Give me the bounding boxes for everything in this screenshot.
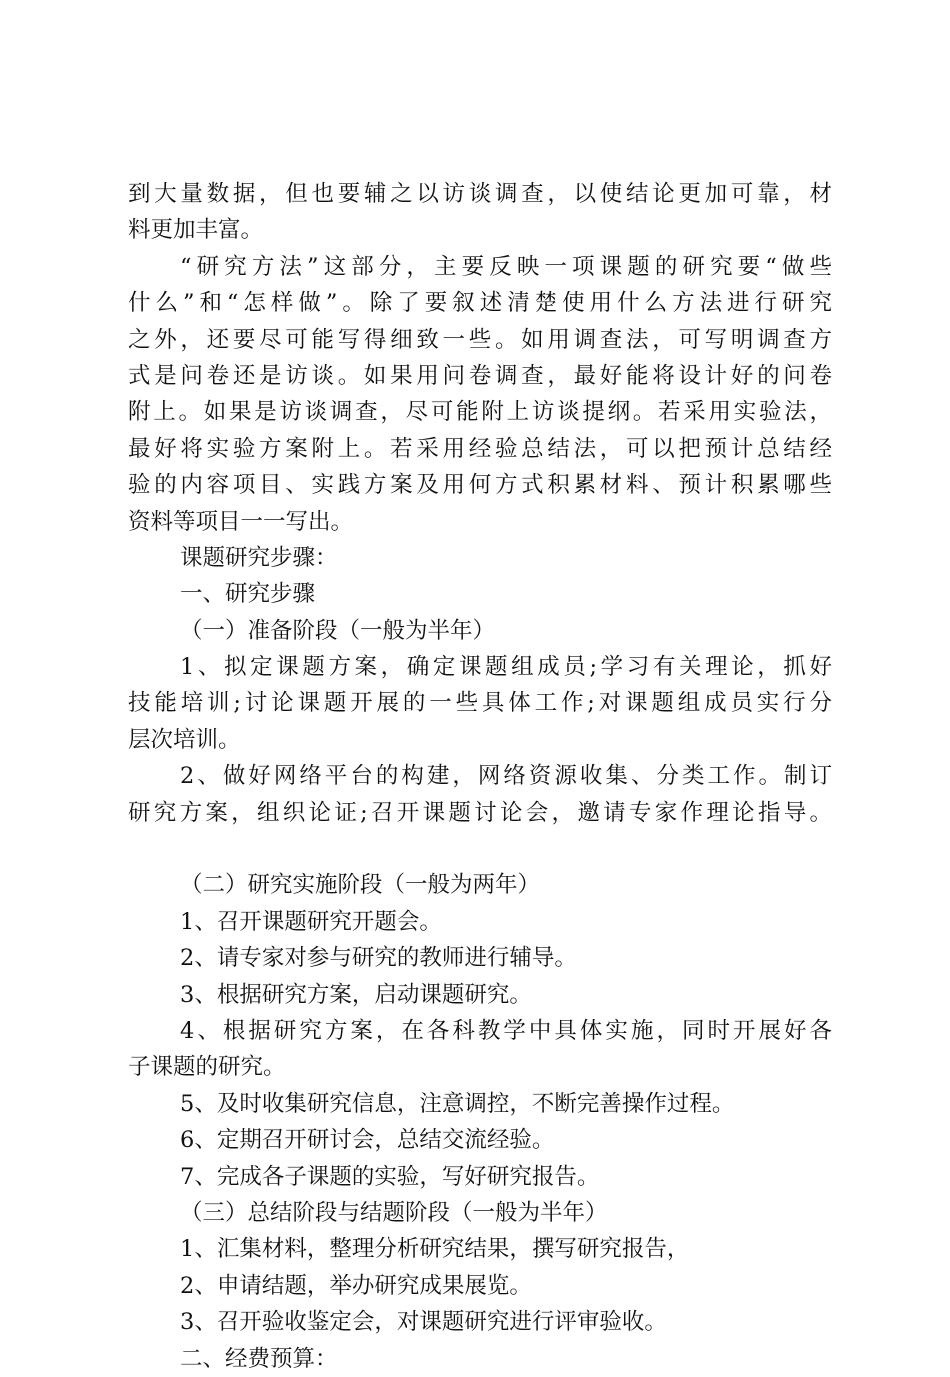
- text-line: 最好将实验方案附上。若采用经验总结法，可以把预计总结经: [128, 435, 832, 462]
- blank-line: [128, 831, 832, 867]
- text-line: 研究方案，组织论证;召开课题讨论会，邀请专家作理论指导。: [128, 799, 832, 826]
- text-line: 一、研究步骤: [180, 581, 316, 608]
- text-line: 2、申请结题，举办研究成果展览。: [180, 1272, 532, 1299]
- text-line: 1、召开课题研究开题会。: [180, 908, 442, 935]
- text-line: 5、及时收集研究信息，注意调控，不断完善操作过程。: [180, 1090, 735, 1117]
- text-line: 附上。如果是访谈调查，尽可能附上访谈提纲。若采用实验法，: [128, 399, 832, 426]
- text-line: 7、完成各子课题的实验，写好研究报告。: [180, 1163, 600, 1190]
- text-line: 1、拟定课题方案，确定课题组成员;学习有关理论，抓好: [180, 654, 832, 681]
- text-line: 验的内容项目、实践方案及用何方式积累材料、预计积累哪些: [128, 472, 832, 499]
- text-line: 子课题的研究。: [128, 1054, 286, 1081]
- text-line: “研究方法”这部分，主要反映一项课题的研究要“做些: [180, 253, 832, 280]
- text-line: 什么”和“怎样做”。除了要叙述清楚使用什么方法进行研究: [128, 290, 832, 317]
- text-line: （一）准备阶段（一般为半年）: [180, 617, 496, 644]
- text-line: 之外，还要尽可能写得细致一些。如用调查法，可写明调查方: [128, 326, 832, 353]
- text-line: （二）研究实施阶段（一般为两年）: [180, 872, 541, 899]
- document-body: [128, 176, 832, 1377]
- text-line: 2、请专家对参与研究的教师进行辅导。: [180, 945, 577, 972]
- text-line: 资料等项目一一写出。: [128, 508, 354, 535]
- text-line: 到大量数据，但也要辅之以访谈调查，以使结论更加可靠，材: [128, 181, 832, 207]
- text-line: 式是问卷还是访谈。如果用问卷调查，最好能将设计好的问卷: [128, 362, 832, 389]
- text-line: 1、汇集材料，整理分析研究结果，撰写研究报告，: [180, 1236, 690, 1263]
- text-line: 料更加丰富。: [128, 217, 264, 244]
- text-line: 6、定期召开研讨会，总结交流经验。: [180, 1127, 555, 1154]
- text-line: 层次培训。: [128, 726, 241, 753]
- text-line: 4、根据研究方案，在各科教学中具体实施，同时开展好各: [180, 1017, 832, 1044]
- text-line: 二、经费预算：: [180, 1345, 338, 1372]
- text-line: 课题研究步骤：: [180, 544, 338, 571]
- text-line: 3、召开验收鉴定会，对课题研究进行评审验收。: [180, 1309, 667, 1336]
- text-line: 3、根据研究方案，启动课题研究。: [180, 981, 532, 1008]
- text-line: （三）总结阶段与结题阶段（一般为半年）: [180, 1199, 608, 1226]
- text-line: 技能培训;讨论课题开展的一些具体工作;对课题组成员实行分: [128, 690, 832, 717]
- text-line: 2、做好网络平台的构建，网络资源收集、分类工作。制订: [180, 763, 832, 790]
